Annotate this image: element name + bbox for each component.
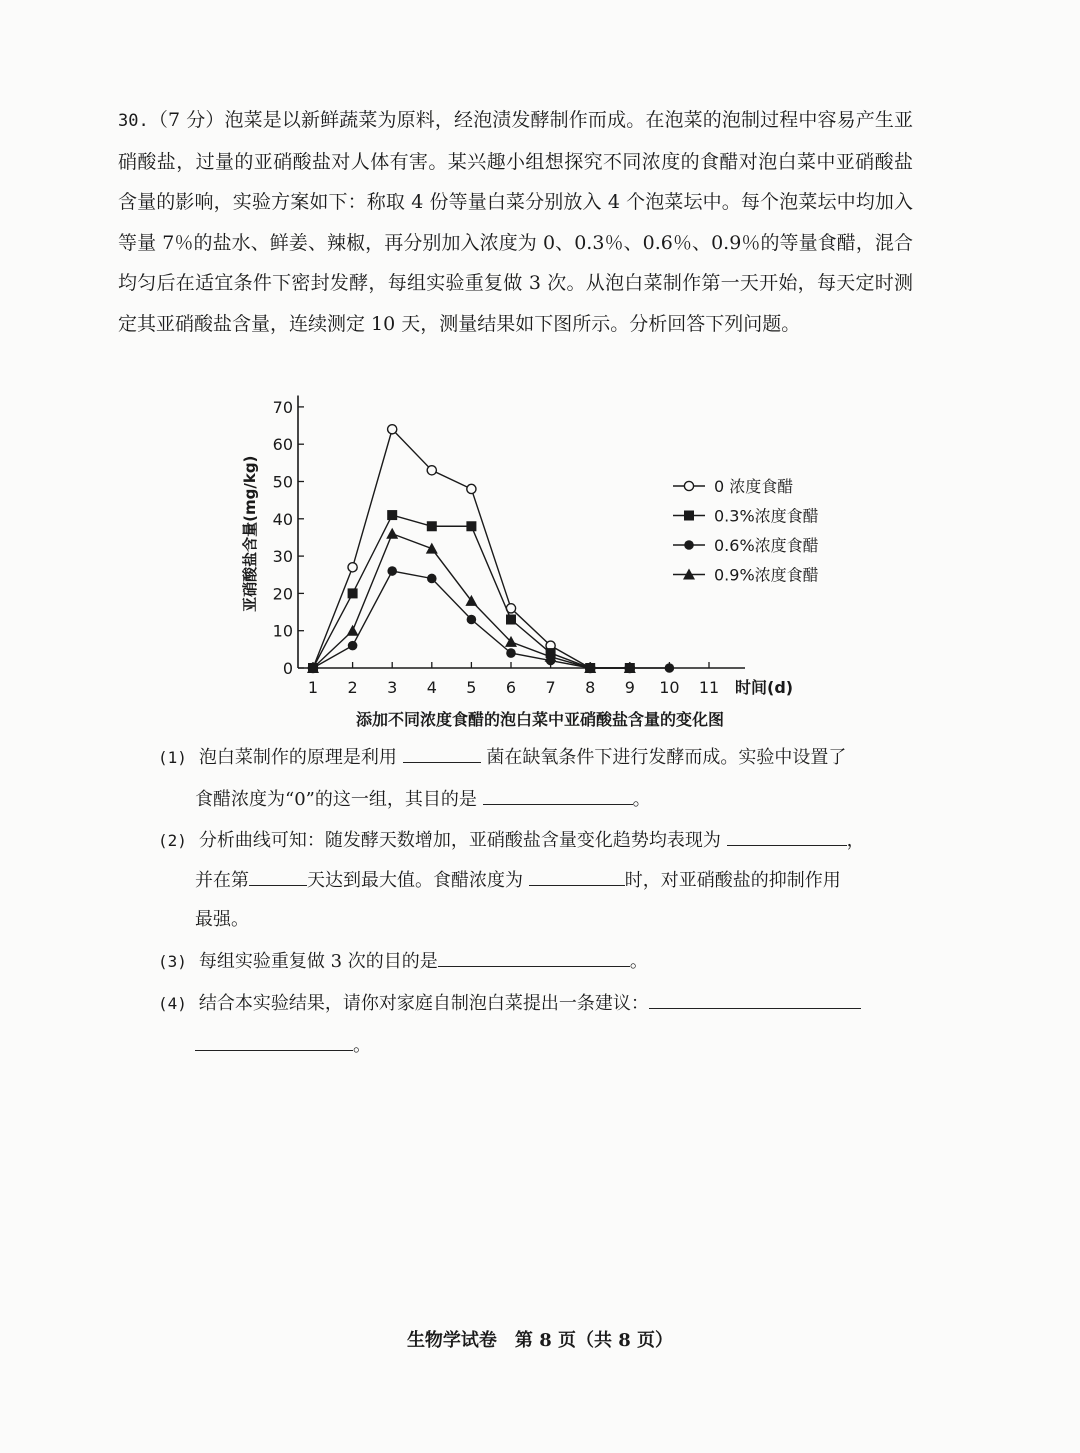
- legend-label-4: 0.9%浓度食醋: [714, 565, 819, 585]
- data-point-series-4: [465, 595, 477, 606]
- subquestion-2-text-b: ，: [846, 830, 865, 851]
- legend-label-1: 0 浓度食醋: [714, 477, 794, 496]
- subquestion-2-line3: [195, 905, 249, 935]
- data-point-series-1: [348, 563, 357, 572]
- data-point-series-2: [427, 521, 437, 531]
- subquestion-3-line: [158, 946, 648, 977]
- series-line-3: [313, 571, 669, 668]
- x-tick-label: 9: [624, 678, 635, 697]
- subquestion-4-number: (4): [158, 994, 187, 1013]
- y-tick-label: 50: [272, 472, 293, 492]
- answer-blank-2b[interactable]: [249, 865, 307, 886]
- question-intro: [118, 100, 913, 344]
- x-tick-label: 11: [698, 678, 720, 697]
- legend-marker-2: [684, 511, 694, 521]
- subquestion-4-line1: [158, 988, 861, 1019]
- subquestion-4-line2: [195, 1030, 371, 1061]
- answer-blank-1b[interactable]: [483, 784, 633, 805]
- x-tick-label: 6: [505, 678, 517, 697]
- subquestion-2-text-e: 时，对亚硝酸盐的抑制作用: [624, 870, 841, 891]
- subquestion-2-text-a: 分析曲线可知：随发酵天数增加，亚硝酸盐含量变化趋势均表现为: [198, 830, 721, 851]
- subquestion-2-text-c: 并在第: [195, 870, 249, 891]
- x-tick-label: 8: [585, 678, 596, 697]
- y-tick-label: 10: [272, 621, 293, 641]
- legend-label-2: 0.3%浓度食醋: [714, 506, 819, 526]
- y-tick-label: 30: [272, 547, 293, 567]
- answer-blank-2a[interactable]: [727, 825, 847, 846]
- data-point-series-3: [427, 574, 437, 584]
- data-point-series-3: [665, 663, 675, 673]
- subquestion-2-text-d: 天达到最大值。食醋浓度为: [307, 870, 523, 891]
- data-point-series-3: [348, 641, 358, 651]
- nitrite-line-chart: [225, 382, 865, 704]
- y-tick-label: 60: [272, 435, 293, 455]
- subquestion-1-text-a: 泡白菜制作的原理是利用: [198, 747, 397, 768]
- data-point-series-3: [467, 615, 477, 625]
- data-point-series-2: [466, 521, 476, 531]
- subquestion-2-line2: [195, 865, 841, 896]
- y-tick-label: 0: [282, 659, 293, 678]
- x-tick-label: 4: [426, 678, 437, 697]
- y-axis-label: 亚硝酸盐含量(mg/kg): [241, 455, 259, 612]
- data-point-series-1: [467, 484, 476, 493]
- chart-caption: 添加不同浓度食醋的泡白菜中亚硝酸盐含量的变化图: [355, 710, 724, 729]
- answer-blank-3[interactable]: [438, 946, 630, 967]
- data-point-series-4: [386, 528, 398, 539]
- subquestion-2-text-f: 最强。: [195, 909, 249, 930]
- subquestion-3-text-a: 每组实验重复做 3 次的目的是: [198, 951, 438, 972]
- subquestion-4-text-b: 。: [353, 1035, 371, 1056]
- x-axis-label: 时间(d): [735, 678, 794, 697]
- legend-marker-1: [684, 481, 693, 490]
- subquestion-1-line2: [195, 784, 651, 815]
- legend-marker-3: [684, 540, 694, 550]
- answer-blank-2c[interactable]: [529, 865, 625, 886]
- page-footer: 生物学试卷 第 8 页（共 8 页）: [406, 1330, 674, 1351]
- subquestion-3-number: (3): [158, 952, 187, 971]
- x-tick-label: 3: [387, 678, 398, 697]
- subquestion-1-number: (1): [158, 748, 187, 767]
- data-point-series-2: [387, 510, 397, 520]
- x-tick-label: 2: [347, 678, 358, 697]
- x-tick-label: 5: [466, 678, 477, 697]
- data-point-series-4: [347, 625, 359, 636]
- subquestion-1-text-c: 食醋浓度为“0”的这一组，其目的是: [195, 789, 477, 810]
- question-number: 30.: [118, 111, 149, 131]
- x-tick-label: 10: [659, 678, 680, 697]
- y-tick-label: 40: [272, 509, 293, 529]
- subquestion-4-text-a: 结合本实验结果，请你对家庭自制泡白菜提出一条建议：: [198, 993, 649, 1014]
- data-point-series-1: [427, 466, 436, 475]
- data-point-series-1: [388, 425, 397, 434]
- data-point-series-3: [506, 648, 516, 658]
- x-tick-label: 1: [307, 678, 319, 697]
- answer-blank-1a[interactable]: [403, 742, 481, 763]
- question-text: 泡菜是以新鲜蔬菜为原料，经泡渍发酵制作而成。在泡菜的泡制过程中容易产生亚硝酸盐，过量的亚硝酸盐对人体有害。某兴趣小组想探究不同浓度的食醋对泡白菜中亚硝酸盐含量的影响，实验方案如下：称取 4 份等量白菜分别放入 4 个泡菜坛中。每个泡菜坛中均加入等量 7％的盐水、鲜姜、辣椒，再分别加入浓度为 0、0.3％、0.6％、0.9％的等量食醋，混合均匀后在适宜条件下密封发酵，每组实验重复做 3 次。从泡白菜制作第一天开始，每天定时测定其亚硝酸盐含量，连续测定 10 天，测量结果如下图所示。分析回答下列问题。: [118, 109, 913, 335]
- legend-label-3: 0.6%浓度食醋: [714, 536, 819, 555]
- subquestion-2-number: (2): [158, 831, 187, 850]
- y-tick-label: 20: [272, 584, 293, 604]
- data-point-series-4: [426, 543, 438, 554]
- data-point-series-3: [387, 566, 397, 576]
- subquestion-1-text-d: 。: [632, 789, 651, 810]
- data-point-series-2: [506, 615, 516, 625]
- data-point-series-2: [348, 588, 358, 598]
- subquestion-2-line1: [158, 825, 865, 856]
- question-points: （7 分）: [148, 109, 225, 131]
- subquestion-1-line1: [158, 742, 846, 773]
- subquestion-1-text-b: 菌在缺氧条件下进行发酵而成。实验中设置了: [486, 747, 847, 768]
- answer-blank-4b[interactable]: [195, 1030, 353, 1051]
- x-tick-label: 7: [545, 678, 556, 697]
- answer-blank-4a[interactable]: [649, 988, 861, 1009]
- subquestion-3-text-b: 。: [629, 951, 648, 972]
- y-tick-label: 70: [272, 397, 293, 417]
